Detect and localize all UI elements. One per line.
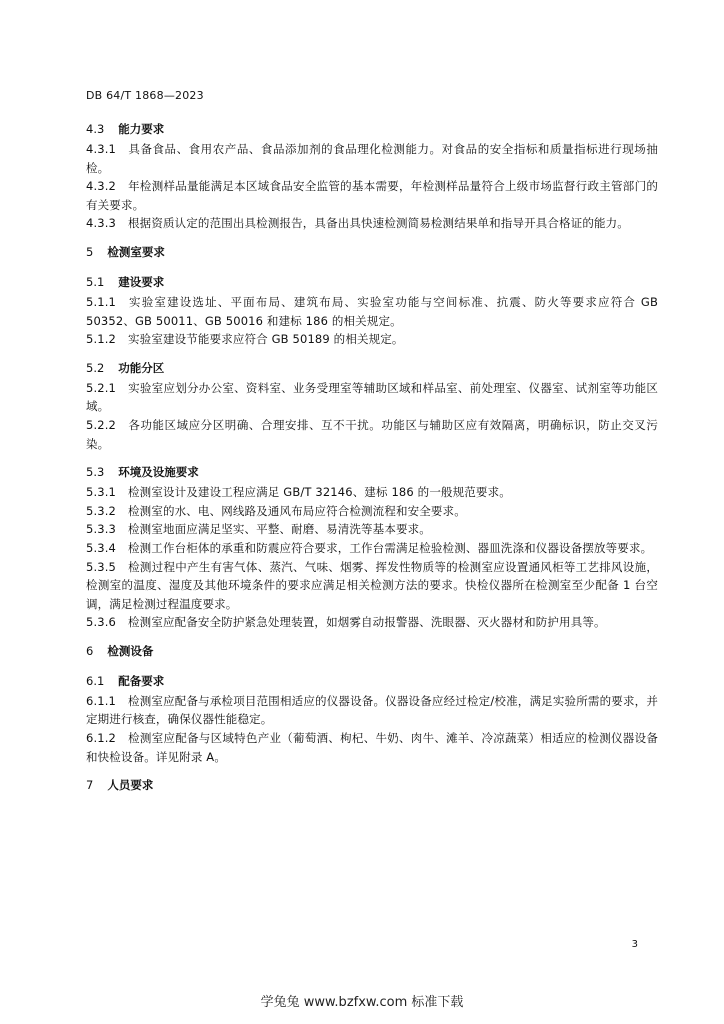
- clause-number: 5.1.2: [86, 332, 117, 347]
- section-title: 检测设备: [107, 643, 154, 658]
- section-heading: [86, 461, 658, 483]
- section-heading: [86, 357, 658, 379]
- section-title: 配备要求: [118, 673, 165, 688]
- clause-paragraph: [86, 416, 658, 453]
- section-title: 建设要求: [118, 274, 165, 289]
- clause-text: 检测室应配备安全防护紧急处理装置，如烟雾自动报警器、洗眼器、灭火器材和防护用具等。: [128, 615, 606, 630]
- download-footer: 学兔兔 www.bzfxw.com 标准下载: [260, 995, 464, 1010]
- section-heading: [86, 640, 658, 662]
- clause-paragraph: [86, 539, 658, 558]
- section-title: 检测室要求: [107, 244, 165, 259]
- clause-text: 实验室建设节能要求应符合 GB 50189 的相关规定。: [128, 332, 404, 347]
- clause-paragraph: [86, 558, 658, 614]
- section-number: 7: [86, 778, 94, 793]
- section-number: 6.1: [86, 673, 105, 688]
- clause-text: 各功能区域应分区明确、合理安排、互不干扰。功能区与辅助区应有效隔离，明确标识，防止交叉污染。: [86, 417, 658, 451]
- clause-number: 6.1.1: [86, 693, 117, 708]
- clause-number: 6.1.2: [86, 731, 117, 746]
- clause-text: 根据资质认定的范围出具检测报告，具备出具快速检测简易检测结果单和指导开具合格证的能力。: [128, 216, 629, 231]
- clause-paragraph: [86, 729, 658, 766]
- clause-number: 5.2.2: [86, 417, 117, 432]
- clause-text: 实验室应划分办公室、资料室、业务受理室等辅助区域和样品室、前处理室、仪器室、试剂室等功能区域。: [86, 380, 658, 414]
- section-heading: [86, 774, 658, 796]
- clause-text: 检测室的水、电、网线路及通风布局应符合检测流程和安全要求。: [128, 503, 466, 518]
- clause-paragraph: [86, 177, 658, 214]
- section-heading: [86, 271, 658, 293]
- clause-paragraph: [86, 379, 658, 416]
- section-number: 4.3: [86, 122, 105, 136]
- clause-number: 4.3.2: [86, 179, 117, 194]
- clause-paragraph: [86, 520, 658, 539]
- section-heading: [86, 241, 658, 263]
- clause-paragraph: [86, 293, 658, 330]
- clause-number: 4.3.1: [86, 142, 117, 156]
- clause-paragraph: [86, 692, 658, 729]
- section-number: 6: [86, 643, 94, 658]
- clause-paragraph: [86, 140, 658, 177]
- section-title: 能力要求: [118, 122, 165, 136]
- clause-text: 实验室建设选址、平面布局、建筑布局、实验室功能与空间标准、抗震、防火等要求应符合 GB 50352、GB 50011、GB 50016 和建标 186 的相关规定。: [86, 294, 658, 328]
- document-body: [86, 110, 658, 796]
- clause-text: 检测室地面应满足坚实、平整、耐磨、易清洗等基本要求。: [128, 522, 431, 537]
- clause-text: 检测室应配备与区域特色产业（葡萄酒、枸杞、牛奶、肉牛、滩羊、冷凉蔬菜）相适应的检测仪器设备和快检设备。详见附录 A。: [86, 731, 658, 764]
- section-heading: [86, 118, 658, 140]
- clause-number: 5.3.1: [86, 485, 117, 500]
- clause-paragraph: [86, 502, 658, 521]
- clause-text: 检测室应配备与承检项目范围相适应的仪器设备。仪器设备应经过检定/校准，满足实验所需的要求，并定期进行核查，确保仪器性能稳定。: [86, 693, 658, 727]
- clause-text: 检测过程中产生有害气体、蒸汽、气味、烟雾、挥发性物质等的检测室应设置通风柜等工艺排风设施，检测室的温度、湿度及其他环境条件的要求应满足相关检测方法的要求。快检仪器所在检测室至少配备 1 台空调，满足检测过程温度要求。: [86, 559, 658, 611]
- clause-number: 4.3.3: [86, 216, 117, 231]
- clause-paragraph: [86, 330, 658, 349]
- clause-number: 5.3.4: [86, 540, 117, 555]
- clause-number: 5.3.3: [86, 522, 117, 537]
- clause-text: 检测室设计及建设工程应满足 GB/T 32146、建标 186 的一般规范要求。: [128, 485, 511, 500]
- section-title: 人员要求: [107, 778, 154, 793]
- clause-paragraph: [86, 483, 658, 502]
- section-number: 5.3: [86, 465, 105, 480]
- clause-number: 5.3.2: [86, 503, 117, 518]
- clause-text: 具备食品、食用农产品、食品添加剂的食品理化检测能力。对食品的安全指标和质量指标进行现场抽检。: [86, 142, 658, 175]
- section-number: 5.2: [86, 360, 105, 375]
- clause-number: 5.3.6: [86, 615, 117, 630]
- section-title: 环境及设施要求: [118, 465, 199, 480]
- clause-text: 检测工作台柜体的承重和防震应符合要求，工作台需满足检验检测、器皿洗涤和仪器设备摆放等要求。: [128, 540, 653, 555]
- page-number: 3: [631, 939, 638, 950]
- clause-number: 5.3.5: [86, 559, 117, 574]
- section-number: 5.1: [86, 274, 105, 289]
- clause-paragraph: [86, 214, 658, 233]
- section-title: 功能分区: [118, 360, 165, 375]
- clause-paragraph: [86, 613, 658, 632]
- section-heading: [86, 670, 658, 692]
- document-code: DB 64/T 1868—2023: [86, 89, 204, 102]
- clause-number: 5.2.1: [86, 380, 117, 395]
- clause-number: 5.1.1: [86, 294, 117, 309]
- section-number: 5: [86, 244, 94, 259]
- clause-text: 年检测样品量能满足本区域食品安全监管的基本需要，年检测样品量符合上级市场监督行政主管部门的有关要求。: [86, 179, 658, 212]
